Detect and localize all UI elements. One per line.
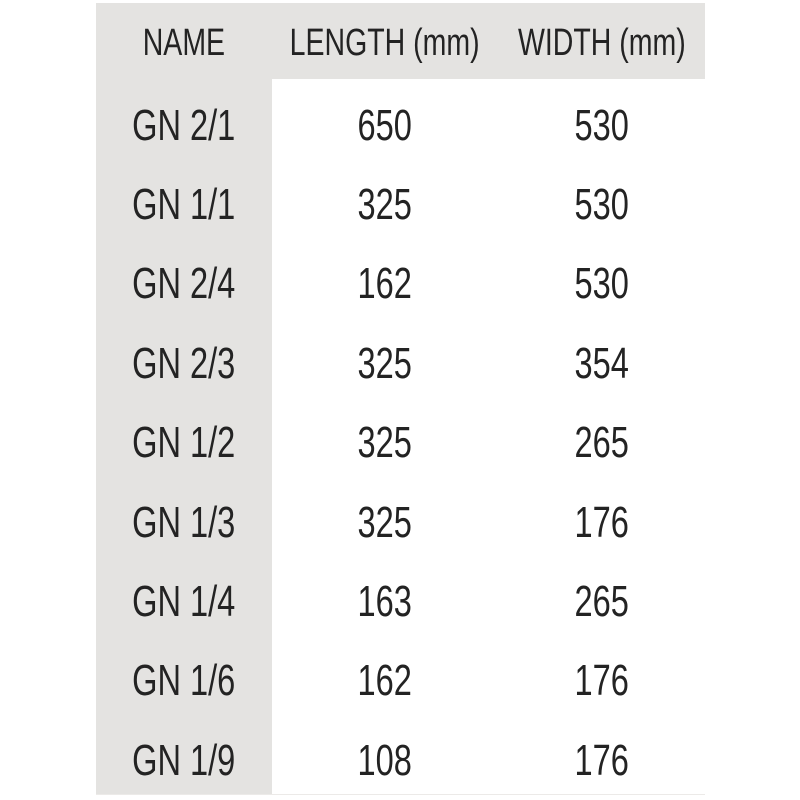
cell-length: 108	[357, 735, 413, 785]
cell-length: 650	[357, 100, 413, 150]
column-header-length	[272, 3, 498, 79]
cell-width: 530	[574, 180, 629, 230]
cell-width: 530	[574, 100, 629, 150]
cell-name: GN 1/3	[132, 497, 236, 547]
table-header-row	[96, 3, 705, 79]
column-header-width-label: WIDTH (mm)	[517, 21, 686, 64]
table-row	[96, 317, 705, 396]
cell-length: 325	[357, 180, 413, 230]
cell-name: GN 1/1	[132, 180, 236, 230]
cell-width: 530	[574, 259, 629, 309]
cell-name: GN 2/1	[132, 100, 236, 150]
cell-width: 354	[574, 338, 629, 388]
cell-length: 162	[357, 259, 413, 309]
cell-length: 325	[357, 497, 413, 547]
cell-name: GN 2/3	[132, 338, 236, 388]
table-row	[96, 555, 705, 634]
cell-name: GN 1/2	[132, 418, 236, 468]
table-row	[96, 158, 705, 237]
column-header-length-label: LENGTH (mm)	[290, 21, 480, 64]
column-header-width	[498, 3, 705, 79]
column-header-name	[96, 3, 272, 79]
cell-name: GN 2/4	[132, 259, 236, 309]
cell-length: 325	[357, 338, 413, 388]
cell-name: GN 1/9	[132, 735, 236, 785]
table-bottom-divider	[96, 794, 705, 795]
table-row	[96, 635, 705, 714]
cell-length: 162	[357, 656, 413, 706]
table-row	[96, 397, 705, 476]
cell-name: GN 1/4	[132, 577, 236, 627]
cell-width: 265	[574, 418, 629, 468]
cell-width: 176	[574, 497, 629, 547]
cell-name: GN 1/6	[132, 656, 236, 706]
cell-width: 176	[574, 735, 629, 785]
cell-length: 325	[357, 418, 413, 468]
cell-length: 163	[357, 577, 413, 627]
table-row	[96, 476, 705, 555]
table-row	[96, 79, 705, 158]
table-row	[96, 714, 705, 793]
dimensions-table	[96, 3, 705, 794]
cell-width: 265	[574, 577, 629, 627]
cell-width: 176	[574, 656, 629, 706]
table-row	[96, 238, 705, 317]
column-header-name-label: NAME	[142, 21, 226, 64]
